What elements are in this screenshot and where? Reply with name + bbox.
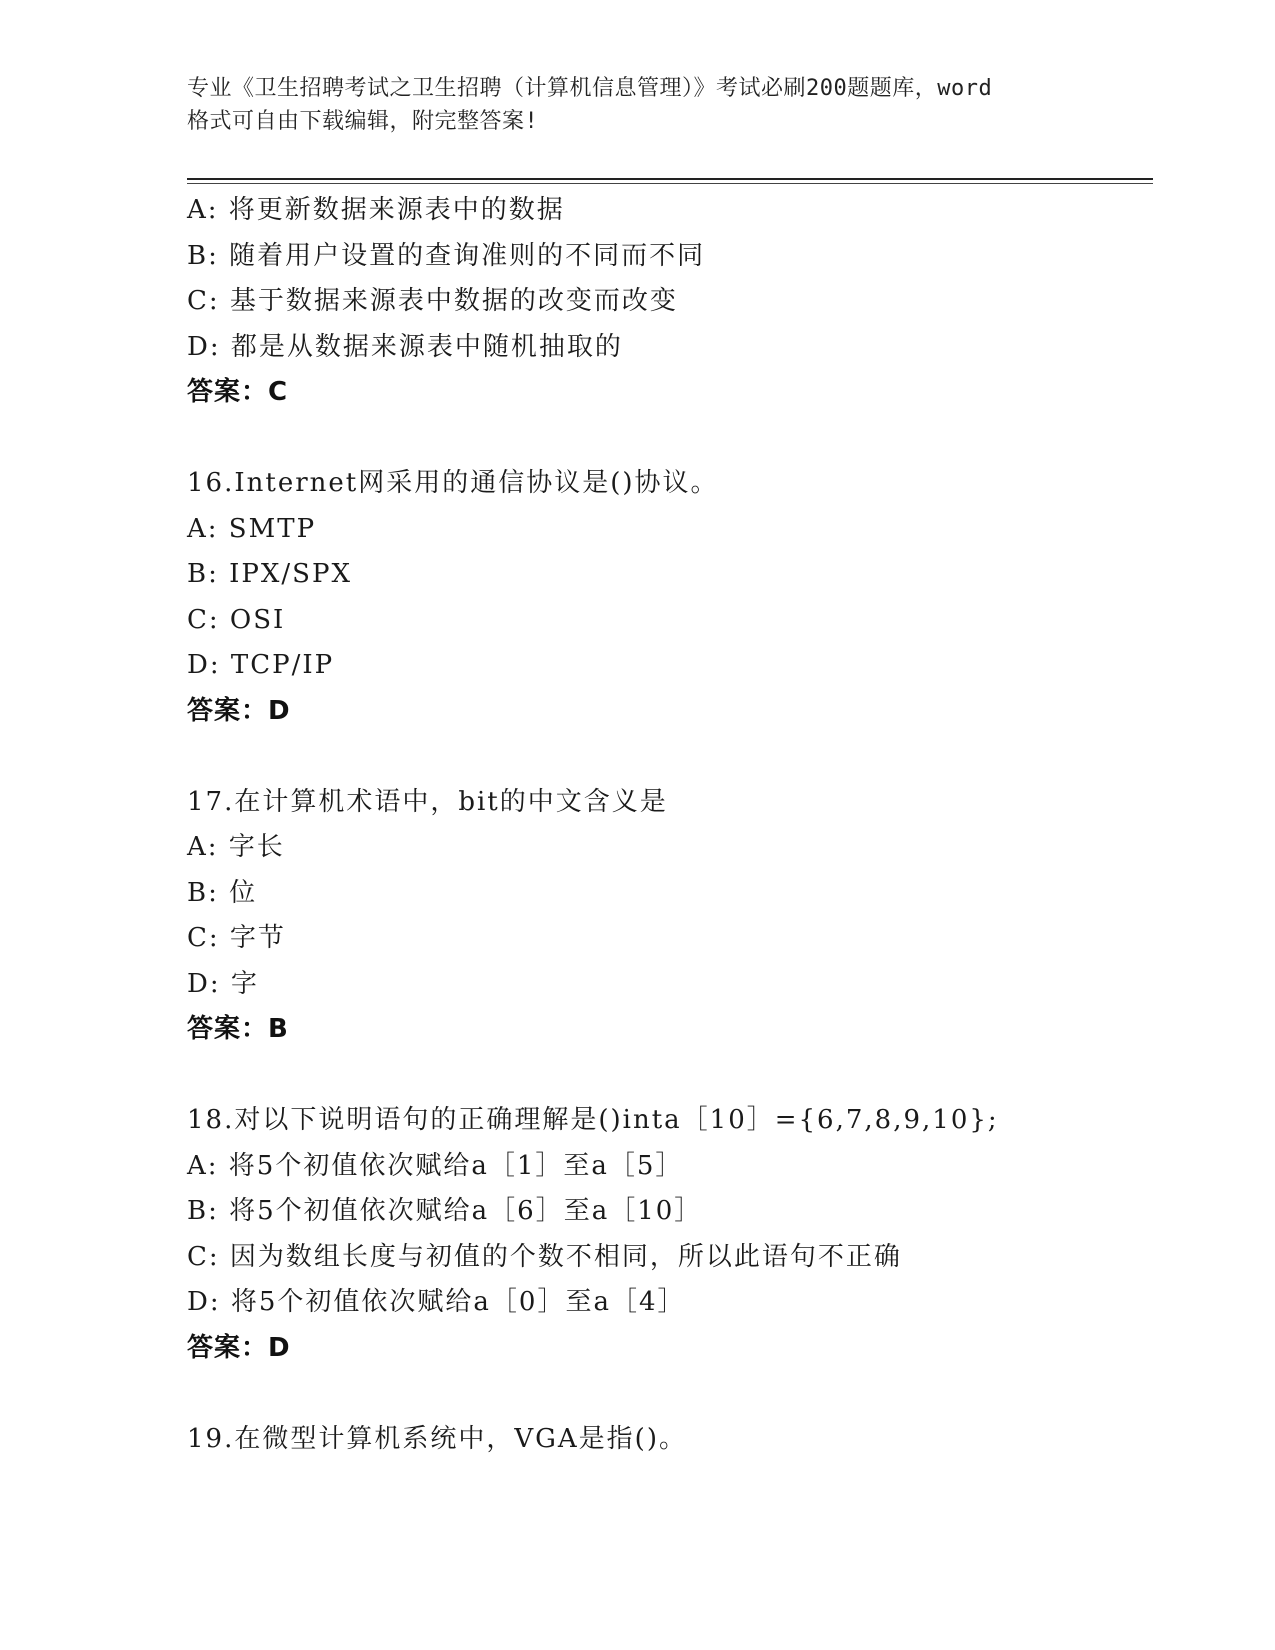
- question-text: 18.对以下说明语句的正确理解是()inta［10］={6,7,8,9,10};: [187, 1105, 999, 1135]
- question-text: 19.在微型计算机系统中，VGA是指()。: [187, 1423, 687, 1454]
- document-header: [187, 72, 1107, 138]
- answer: 答案：D: [187, 695, 291, 726]
- question-text: 17.在计算机术语中，bit的中文含义是: [187, 786, 668, 817]
- header-line-1: 专业《卫生招聘考试之卫生招聘（计算机信息管理）》考试必刷200题题库，word: [187, 76, 993, 101]
- header-line-2: 格式可自由下载编辑，附完整答案!: [187, 109, 539, 134]
- question-15: [187, 188, 1127, 416]
- answer: 答案：D: [187, 1332, 291, 1363]
- answer: 答案：C: [187, 377, 289, 407]
- option-c: C: 因为数组长度与初值的个数不相同，所以此语句不正确: [187, 1241, 902, 1272]
- option-c: C: 字节: [187, 923, 286, 953]
- option-c: C: OSI: [187, 604, 286, 635]
- option-a: A: 将更新数据来源表中的数据: [187, 195, 565, 225]
- question-18: [187, 1098, 1127, 1371]
- option-c: C: 基于数据来源表中数据的改变而改变: [187, 286, 678, 316]
- option-b: B: IPX/SPX: [187, 559, 352, 589]
- header-divider-thin: [187, 183, 1153, 184]
- option-d: D: 都是从数据来源表中随机抽取的: [187, 331, 623, 362]
- question-19: [187, 1417, 1127, 1463]
- question-list: [187, 188, 1127, 1462]
- option-b: B: 位: [187, 877, 258, 908]
- option-a: A: SMTP: [187, 513, 317, 544]
- option-a: A: 字长: [187, 832, 285, 862]
- option-b: B: 随着用户设置的查询准则的不同而不同: [187, 240, 706, 271]
- question-16: [187, 461, 1127, 734]
- answer: 答案：B: [187, 1014, 289, 1044]
- question-text: 16.Internet网采用的通信协议是()协议。: [187, 468, 719, 498]
- option-d: D: 将5个初值依次赋给a［0］至a［4］: [187, 1287, 686, 1317]
- option-d: D: 字: [187, 968, 259, 999]
- option-b: B: 将5个初值依次赋给a［6］至a［10］: [187, 1196, 703, 1226]
- option-a: A: 将5个初值依次赋给a［1］至a［5］: [187, 1150, 684, 1181]
- option-d: D: TCP/IP: [187, 650, 335, 680]
- question-17: [187, 780, 1127, 1053]
- header-divider-thick: [187, 178, 1153, 180]
